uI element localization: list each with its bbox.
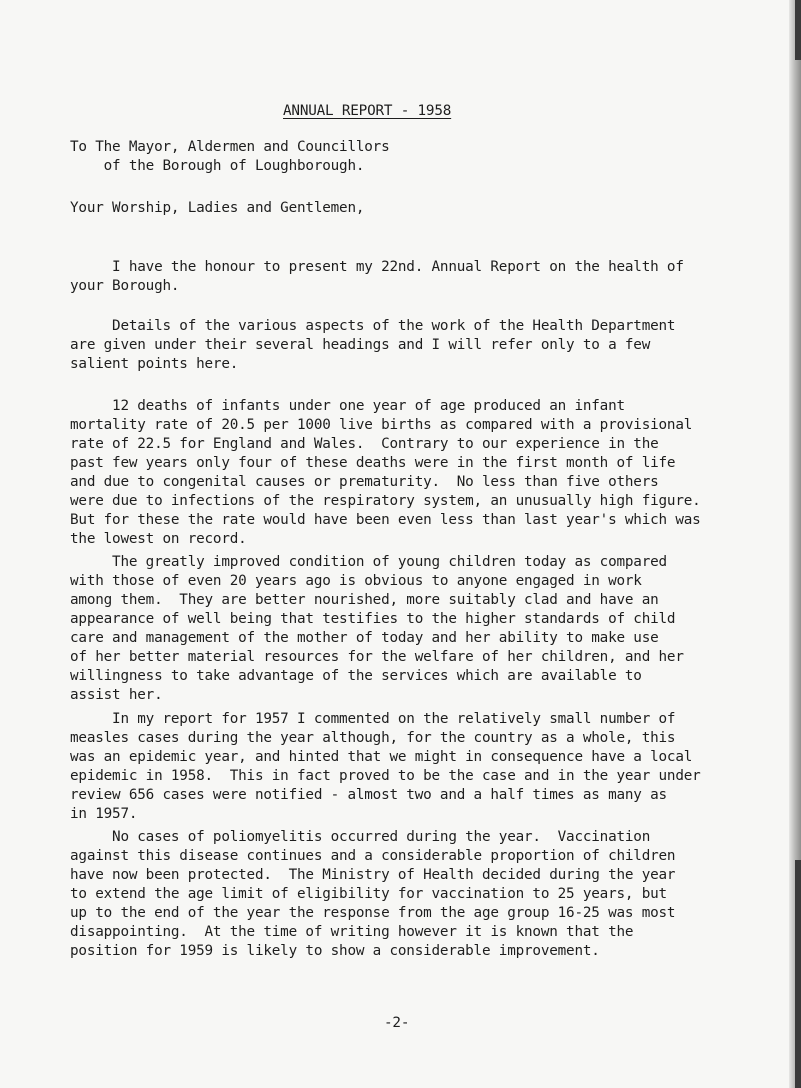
paragraph-line: Details of the various aspects of the work of the Health Department [70, 318, 676, 334]
paragraph-line: disappointing. At the time of writing however it is known that the [70, 924, 634, 940]
paragraph-line: review 656 cases were notified - almost two and a half times as many as [70, 787, 667, 803]
paragraph-line: The greatly improved condition of young children today as compared [70, 554, 667, 570]
paragraph-line: your Borough. [70, 278, 180, 294]
address-line: To The Mayor, Aldermen and Councillors [70, 139, 390, 155]
paragraph-infant-mortality [70, 397, 790, 549]
paragraph-line: are given under their several headings and I will refer only to a few [70, 337, 651, 353]
paragraph-line: willingness to take advantage of the services which are available to [70, 668, 642, 684]
paragraph-intro [70, 258, 790, 296]
paragraph-line: measles cases during the year although, for the country as a whole, this [70, 730, 676, 746]
paragraph-line: In my report for 1957 I commented on the relatively small number of [70, 711, 676, 727]
paragraph-line: appearance of well being that testifies to the higher standards of child [70, 611, 676, 627]
paragraph-line: position for 1959 is likely to show a considerable improvement. [70, 943, 600, 959]
paragraph-line: in 1957. [70, 806, 138, 822]
paragraph-line: No cases of poliomyelitis occurred during the year. Vaccination [70, 829, 651, 845]
scan-edge-dark-top [795, 0, 801, 60]
address-block [70, 138, 790, 176]
paragraph-poliomyelitis [70, 828, 790, 961]
paragraph-line: past few years only four of these deaths were in the first month of life [70, 455, 676, 471]
paragraph-line: among them. They are better nourished, more suitably clad and have an [70, 592, 659, 608]
paragraph-line: care and management of the mother of today and her ability to make use [70, 630, 659, 646]
report-title: ANNUAL REPORT - 1958 [283, 103, 452, 119]
paragraph-line: against this disease continues and a considerable proportion of children [70, 848, 676, 864]
paragraph-line: with those of even 20 years ago is obvious to anyone engaged in work [70, 573, 642, 589]
page-number: -2- [384, 1015, 410, 1031]
paragraph-line: mortality rate of 20.5 per 1000 live births as compared with a provisional [70, 417, 693, 433]
paragraph-line: salient points here. [70, 356, 239, 372]
paragraph-line: to extend the age limit of eligibility for vaccination to 25 years, but [70, 886, 667, 902]
scan-edge-dark-bottom [795, 860, 801, 1088]
paragraph-line: But for these the rate would have been even less than last year's which was [70, 512, 701, 528]
paragraph-line: was an epidemic year, and hinted that we might in consequence have a local [70, 749, 693, 765]
paragraph-line: 12 deaths of infants under one year of age produced an infant [70, 398, 625, 414]
paragraph-line: assist her. [70, 687, 163, 703]
salutation [70, 199, 790, 218]
paragraph-line: epidemic in 1958. This in fact proved to be the case and in the year under [70, 768, 701, 784]
paragraph-young-children [70, 553, 790, 705]
paragraph-line: and due to congenital causes or prematurity. No less than five others [70, 474, 659, 490]
paragraph-line: of her better material resources for the welfare of her children, and her [70, 649, 684, 665]
address-line: of the Borough of Loughborough. [70, 158, 365, 174]
paragraph-line: I have the honour to present my 22nd. Annual Report on the health of [70, 259, 684, 275]
paragraph-line: have now been protected. The Ministry of Health decided during the year [70, 867, 676, 883]
paragraph-line: up to the end of the year the response from the age group 16-25 was most [70, 905, 676, 921]
paragraph-line: rate of 22.5 for England and Wales. Contrary to our experience in the [70, 436, 659, 452]
paragraph-measles [70, 710, 790, 824]
paragraph-details [70, 317, 790, 374]
paragraph-line: were due to infections of the respiratory system, an unusually high figure. [70, 493, 701, 509]
paragraph-line: the lowest on record. [70, 531, 247, 547]
salutation-text: Your Worship, Ladies and Gentlemen, [70, 200, 365, 216]
